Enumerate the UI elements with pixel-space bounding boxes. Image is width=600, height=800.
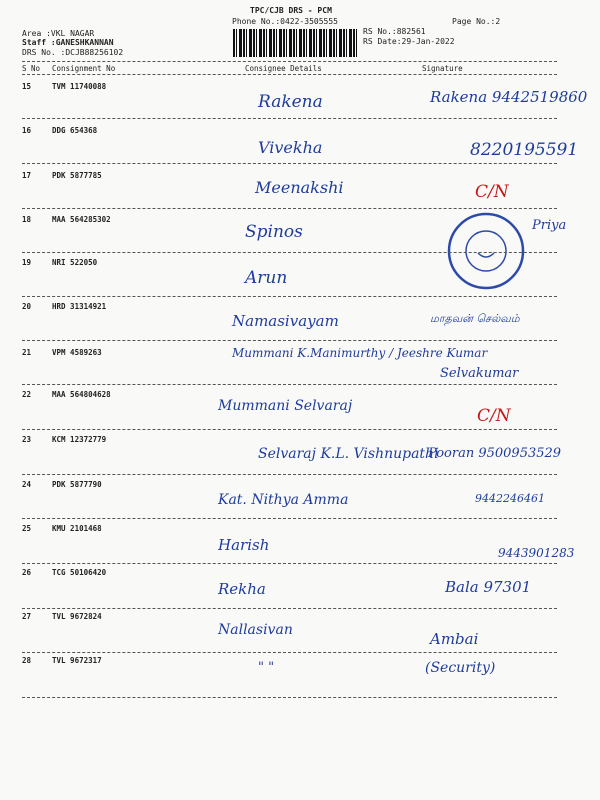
consignee-handwriting: Vivekha	[258, 138, 323, 157]
signature: C/N	[477, 406, 511, 426]
drs-number: DRS No. :DCJB88256102	[22, 48, 124, 57]
row-consignment: DDG 654368	[52, 126, 98, 135]
signature: Selvakumar	[440, 366, 519, 381]
row-consignment: TVL 9672824	[52, 612, 102, 621]
consignee-handwriting: Nallasivan	[218, 622, 293, 638]
staff-field: Staff :GANESHKANNAN	[22, 38, 114, 47]
company-stamp-icon	[446, 211, 526, 291]
row-consignment: VPM 4589263	[52, 348, 102, 357]
signature: மாதவன் செல்வம்	[430, 312, 520, 325]
row-sno: 21	[22, 348, 32, 357]
row-divider	[22, 518, 557, 519]
row-sno: 26	[22, 568, 32, 577]
signature: Pooran 9500953529	[428, 446, 562, 461]
row-consignment: MAA 564804628	[52, 390, 111, 399]
row-sno: 19	[22, 258, 32, 267]
row-sno: 25	[22, 524, 32, 533]
row-sno: 22	[22, 390, 32, 399]
barcode	[233, 29, 358, 57]
divider	[22, 74, 557, 75]
row-divider	[22, 697, 557, 698]
signature: Rakena 9442519860	[430, 88, 588, 106]
signature: (Security)	[425, 660, 496, 676]
col-signature: Signature	[422, 64, 463, 73]
row-consignment: PDK 5877785	[52, 171, 102, 180]
row-consignment: KCM 12372779	[52, 435, 107, 444]
row-divider	[22, 608, 557, 609]
row-sno: 24	[22, 480, 32, 489]
row-consignment: HRD 31314921	[52, 302, 107, 311]
row-divider	[22, 163, 557, 164]
consignee-handwriting: Rakena	[258, 92, 323, 112]
row-sno: 27	[22, 612, 32, 621]
row-sno: 28	[22, 656, 32, 665]
row-sno: 20	[22, 302, 32, 311]
consignee-handwriting: Spinos	[245, 222, 303, 242]
signature: Ambai	[430, 630, 479, 648]
consignee-handwriting: Mummani Selvaraj	[218, 398, 353, 414]
row-divider	[22, 429, 557, 430]
consignee-handwriting: " "	[258, 660, 275, 675]
row-sno: 17	[22, 171, 32, 180]
page-number: Page No.:2	[452, 17, 501, 26]
consignee-handwriting: Mummani K.Manimurthy / Jeeshre Kumar	[232, 346, 488, 360]
row-divider	[22, 474, 557, 475]
signature: Bala 97301	[445, 578, 532, 596]
row-sno: 15	[22, 82, 32, 91]
row-sno: 16	[22, 126, 32, 135]
rs-date: RS Date:29-Jan-2022	[363, 37, 455, 46]
consignee-handwriting: Kat. Nithya Amma	[218, 492, 349, 508]
doc-title: TPC/CJB DRS - PCM	[250, 6, 332, 15]
row-divider	[22, 652, 557, 653]
row-divider	[22, 252, 557, 253]
consignee-handwriting: Rekha	[218, 580, 266, 598]
signature: 8220195591	[470, 140, 579, 160]
col-consignment: Consignment No	[52, 64, 116, 73]
signature: Priya	[532, 218, 567, 233]
row-sno: 23	[22, 435, 32, 444]
row-divider	[22, 208, 557, 209]
signature: 9443901283	[498, 546, 575, 560]
signature: C/N	[475, 182, 509, 202]
row-consignment: MAA 564285302	[52, 215, 111, 224]
rs-number: RS No.:882561	[363, 27, 426, 36]
row-divider	[22, 118, 557, 119]
row-consignment: NRI 522050	[52, 258, 98, 267]
signature: 9442246461	[475, 492, 545, 505]
consignee-handwriting: Arun	[245, 268, 288, 288]
divider	[22, 61, 557, 62]
row-sno: 18	[22, 215, 32, 224]
col-sno: S No	[22, 64, 41, 73]
consignee-handwriting: Meenakshi	[255, 178, 344, 197]
row-consignment: TCG 50106420	[52, 568, 107, 577]
row-consignment: PDK 5877790	[52, 480, 102, 489]
row-consignment: KMU 2101468	[52, 524, 102, 533]
row-consignment: TVM 11740088	[52, 82, 107, 91]
consignee-handwriting: Selvaraj K.L. Vishnupathi	[258, 446, 439, 462]
area-field: Area :VKL NAGAR	[22, 29, 95, 38]
consignee-handwriting: Namasivayam	[232, 312, 339, 330]
col-consignee: Consignee Details	[245, 64, 322, 73]
row-consignment: TVL 9672317	[52, 656, 102, 665]
row-divider	[22, 563, 557, 564]
row-divider	[22, 296, 557, 297]
phone-number: Phone No.:0422-3505555	[232, 17, 338, 26]
consignee-handwriting: Harish	[218, 536, 270, 554]
row-divider	[22, 384, 557, 385]
row-divider	[22, 340, 557, 341]
